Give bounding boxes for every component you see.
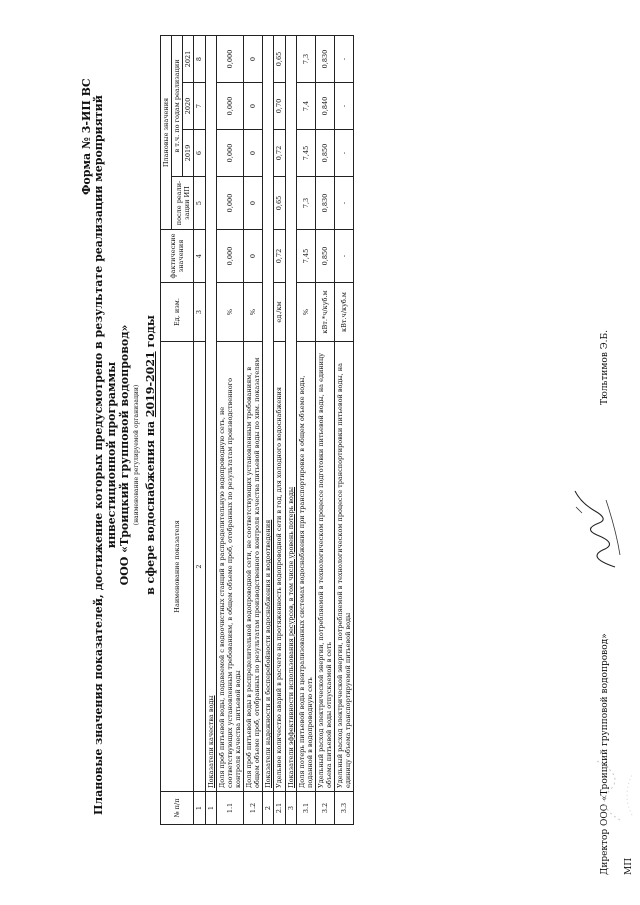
- index-cell: 6: [194, 130, 205, 177]
- row-name: Доля проб питьевой воды, подаваемой с водоочистных станций в распределительную водопроводную сеть, не соответствующих установленным требованиям, в общем объеме проб, отобранных по результатам производственного контроля качества питьевой воды: [216, 342, 243, 792]
- document-heading: Плановые значения показателей, достижение которых предусмотрено в результате реализации мероприятий инвестиционной программы: [92, 95, 118, 815]
- section-num: 2: [263, 792, 274, 825]
- handwritten-signature: [570, 485, 630, 575]
- row-after: 0,65: [274, 177, 285, 230]
- section-row: [285, 36, 296, 825]
- row-2020: 0,000: [216, 83, 243, 130]
- row-unit: кВт.*ч/куб.м: [315, 283, 334, 342]
- section-num: 1: [205, 792, 216, 825]
- sphere-line: [144, 45, 157, 865]
- row-2019: -: [335, 130, 354, 177]
- indicators-table: [160, 35, 354, 825]
- table-row: [315, 36, 334, 825]
- row-after: 0,000: [216, 177, 243, 230]
- row-after: 0,830: [315, 177, 334, 230]
- index-cell: 2: [194, 342, 205, 792]
- row-2019: 0: [244, 130, 263, 177]
- header-name: Наименование показателя: [161, 342, 194, 792]
- director-line: Директор ООО «Троицкий групповой водопровод»: [600, 633, 610, 875]
- row-2019: 0,72: [274, 130, 285, 177]
- row-num: 2.1: [274, 792, 285, 825]
- header-2021: 2021: [183, 36, 194, 83]
- row-2019: 7,45: [296, 130, 315, 177]
- header-2020: 2020: [183, 83, 194, 130]
- sphere-years: 2019-2021: [144, 351, 157, 418]
- section-title: Показатели эффективности использования ресурсов, в том числе уровень потерь воды: [285, 36, 296, 792]
- row-actual: -: [335, 230, 354, 283]
- row-unit: кВт.ч/куб.м: [335, 283, 354, 342]
- organization-name: ООО «Троицкий групповой водопровод»: [118, 324, 131, 586]
- index-cell: 3: [194, 283, 205, 342]
- sphere-suffix: годы: [144, 315, 157, 348]
- row-2020: 0,70: [274, 83, 285, 130]
- row-num: 3.1: [296, 792, 315, 825]
- row-actual: 0,000: [216, 230, 243, 283]
- row-num: 3.3: [335, 792, 354, 825]
- index-cell: 8: [194, 36, 205, 83]
- index-cell: 4: [194, 230, 205, 283]
- index-row: [194, 36, 205, 825]
- signatory-name: Тюльтимов Э.Б.: [600, 329, 610, 405]
- row-after: -: [335, 177, 354, 230]
- index-cell: 1: [194, 792, 205, 825]
- header-planned: Плановые значения: [161, 36, 172, 230]
- row-name: Удельный расход электрической энергии, потребляемой в технологическом процессе подготовки питьевой воды, на единицу объема питьевой воды отпускаемой в сеть: [315, 342, 334, 792]
- section-title: Показатели качества воды: [205, 36, 216, 792]
- row-name: Доля потерь питьевой воды в централизованных системах водоснабжения при транспортировке в общем объеме воды, поданной в водопроводную сеть: [296, 342, 315, 792]
- row-unit: %: [244, 283, 263, 342]
- faint-stamp-mark: [580, 755, 640, 825]
- section-row: [205, 36, 216, 825]
- index-cell: 7: [194, 83, 205, 130]
- stamp-placeholder: МП: [624, 857, 634, 875]
- table-row: [335, 36, 354, 825]
- row-2021: 0: [244, 36, 263, 83]
- row-actual: 0,72: [274, 230, 285, 283]
- row-name: Удельное количество аварий в расчете на протяженность водопроводной сети в год, для холодного водоснабжения: [274, 342, 285, 792]
- section-num: 3: [285, 792, 296, 825]
- row-2021: 0,000: [216, 36, 243, 83]
- table-row: [244, 36, 263, 825]
- header-unit: Ед. изм.: [161, 283, 194, 342]
- row-2019: 0,000: [216, 130, 243, 177]
- section-title: Показатели надежности и бесперебойности водоснабжения и водоотведения: [263, 36, 274, 792]
- form-label: Форма № 3-ИП ВС: [80, 78, 93, 195]
- row-unit: %: [296, 283, 315, 342]
- row-actual: 7,45: [296, 230, 315, 283]
- header-after: после реали-зации ИП: [172, 177, 194, 230]
- row-unit: %: [216, 283, 243, 342]
- organization-note: (наименование регулируемой организации): [133, 384, 140, 526]
- row-actual: 0: [244, 230, 263, 283]
- sphere-prefix: в сфере водоснабжения на: [144, 421, 157, 595]
- row-num: 3.2: [315, 792, 334, 825]
- row-after: 7,3: [296, 177, 315, 230]
- row-actual: 0,850: [315, 230, 334, 283]
- row-2021: 0,830: [315, 36, 334, 83]
- section-row: [263, 36, 274, 825]
- row-2021: 0,65: [274, 36, 285, 83]
- row-2021: 7,3: [296, 36, 315, 83]
- row-2021: -: [335, 36, 354, 83]
- row-2020: 0,840: [315, 83, 334, 130]
- row-num: 1.2: [244, 792, 263, 825]
- row-2020: 0: [244, 83, 263, 130]
- row-2020: 7,4: [296, 83, 315, 130]
- row-unit: ед./км: [274, 283, 285, 342]
- index-cell: 5: [194, 177, 205, 230]
- row-2020: -: [335, 83, 354, 130]
- header-num: № п/п: [161, 792, 194, 825]
- table-row: [216, 36, 243, 825]
- header-2019: 2019: [183, 130, 194, 177]
- row-num: 1.1: [216, 792, 243, 825]
- row-name: Доля проб питьевой воды в распределительной водопроводной сети, не соответствующих установленным требованиям, в общем объеме проб, отобранных по результатам производственного контроля качества питьевой воды по хим. показателям: [244, 342, 263, 792]
- row-2019: 0,850: [315, 130, 334, 177]
- table-row: [274, 36, 285, 825]
- table-row: [296, 36, 315, 825]
- row-after: 0: [244, 177, 263, 230]
- header-actual: фактические значения: [161, 230, 194, 283]
- row-name: Удельный расход электрической энергии, потребляемой в технологическом процессе транспортировки питьевой воды, на единицу объема транспортируемой питьевой воды: [335, 342, 354, 792]
- header-by-years: в т.ч. по годам реализации: [172, 36, 183, 177]
